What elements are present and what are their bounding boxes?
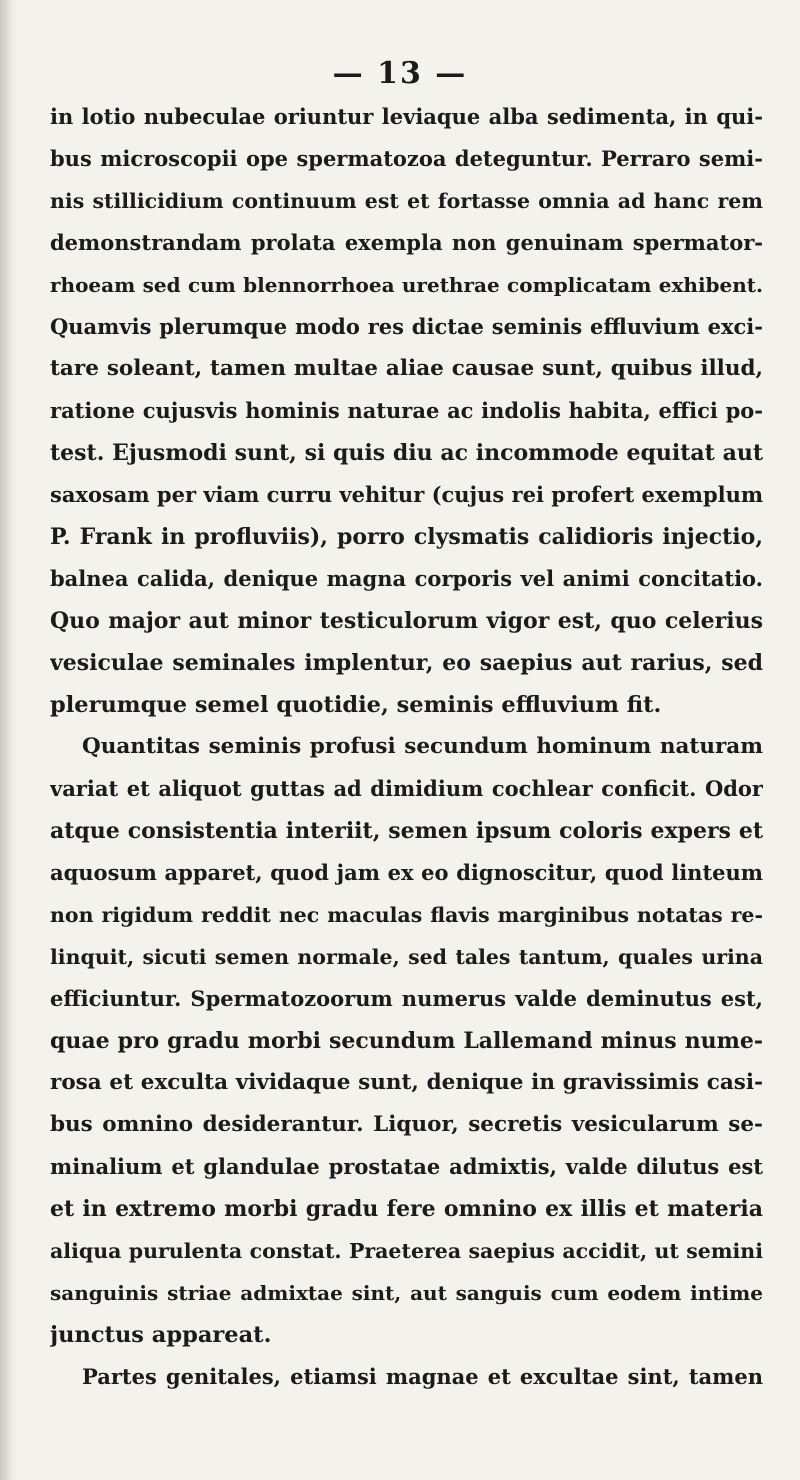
text-line: Quo major aut minor testiculorum vigor est, quo celerius <box>50 608 763 634</box>
text-line: P. Frank in profluviis), porro clysmatis calidioris injectio, <box>50 524 763 550</box>
text-line: bus microscopii ope spermatozoa deteguntur. Perraro semi- <box>50 146 763 171</box>
page-number: — 13 — <box>332 56 468 91</box>
text-line: non rigidum reddit nec maculas flavis marginibus notatas re- <box>50 903 763 927</box>
text-line: tare soleant, tamen multae aliae causae sunt, quibus illud, <box>50 356 763 381</box>
text-line: ratione cujusvis hominis naturae ac indolis habita, effici po- <box>50 398 763 423</box>
text-line: aliqua purulenta constat. Praeterea saepius accidit, ut semini <box>50 1239 763 1263</box>
text-line: efficiuntur. Spermatozoorum numerus valde deminutus est, <box>50 986 763 1011</box>
text-line: et in extremo morbi gradu fere omnino ex illis et materia <box>50 1196 763 1222</box>
text-line: balnea calida, denique magna corporis vel animi concitatio. <box>50 566 763 591</box>
text-line: variat et aliquot guttas ad dimidium cochlear conficit. Odor <box>50 776 763 801</box>
text-line: in lotio nubeculae oriuntur leviaque alba sedimenta, in qui- <box>50 104 763 129</box>
text-line: bus omnino desiderantur. Liquor, secretis vesicularum se- <box>50 1112 763 1137</box>
text-line: junctus appareat. <box>50 1322 272 1348</box>
text-line: test. Ejusmodi sunt, si quis diu ac incommode equitat aut <box>50 440 763 466</box>
text-line: Quantitas seminis profusi secundum hominum naturam <box>82 734 763 759</box>
text-line: quae pro gradu morbi secundum Lallemand minus nume- <box>50 1028 763 1054</box>
text-line: nis stillicidium continuum est et fortasse omnia ad hanc rem <box>50 189 763 213</box>
body-text <box>50 96 763 1398</box>
text-line: aquosum apparet, quod jam ex eo dignoscitur, quod linteum <box>50 860 763 885</box>
binding-shadow <box>0 0 16 1480</box>
text-line: demonstrandam prolata exempla non genuinam spermator- <box>50 230 763 255</box>
text-line: Partes genitales, etiamsi magnae et excultae sint, tamen <box>82 1364 763 1389</box>
text-line: plerumque semel quotidie, seminis effluvium fit. <box>50 692 662 718</box>
text-line: linquit, sicuti semen normale, sed tales tantum, quales urina <box>50 945 763 969</box>
text-line: rosa et exculta vividaque sunt, denique in gravissimis casi- <box>50 1070 763 1095</box>
text-line: atque consistentia interiit, semen ipsum coloris expers et <box>50 818 763 844</box>
text-line: sanguinis striae admixtae sint, aut sanguis cum eodem intime <box>50 1281 763 1305</box>
text-line: minalium et glandulae prostatae admixtis, valde dilutus est <box>50 1154 763 1179</box>
text-line: vesiculae seminales implentur, eo saepius aut rarius, sed <box>50 650 763 676</box>
text-line: Quamvis plerumque modo res dictae seminis effluvium exci- <box>50 314 763 339</box>
text-line: rhoeam sed cum blennorrhoea urethrae complicatam exhibent. <box>50 273 763 297</box>
text-line: saxosam per viam curru vehitur (cujus rei profert exemplum <box>50 482 763 507</box>
